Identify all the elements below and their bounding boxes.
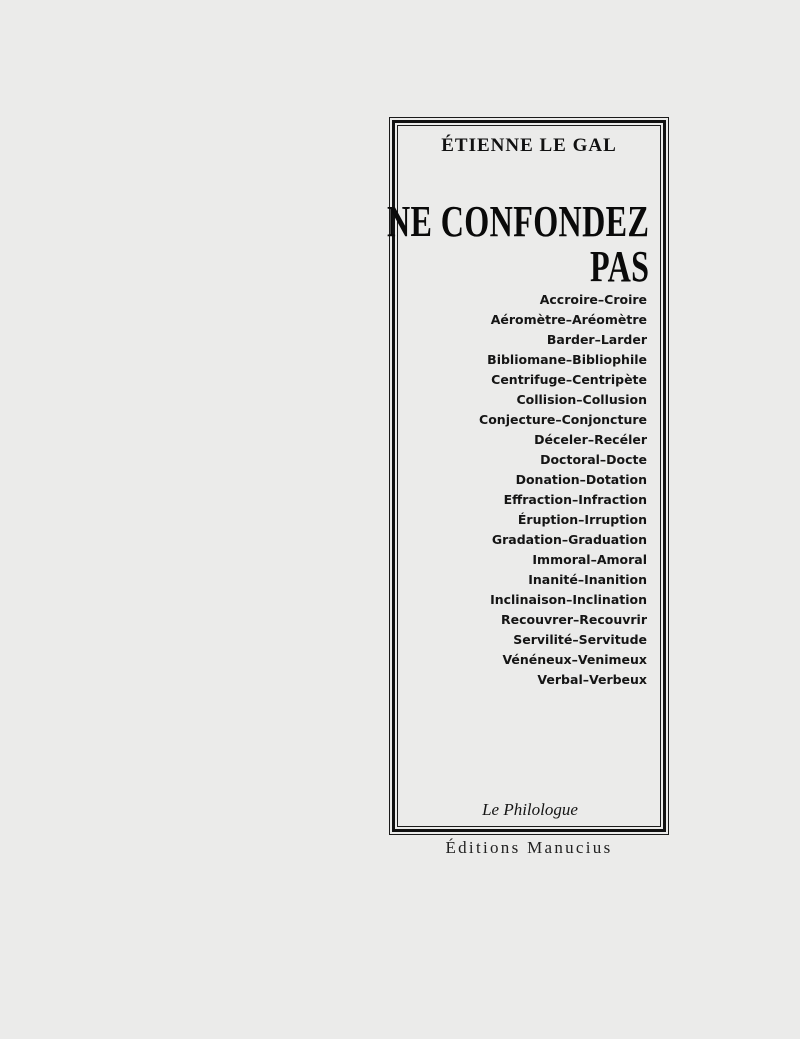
author-name: ÉTIENNE LE GAL bbox=[441, 135, 617, 156]
word-pair: Recouvrer–Recouvrir bbox=[501, 612, 647, 627]
word-pair: Doctoral–Docte bbox=[540, 452, 647, 467]
word-pair: Gradation–Graduation bbox=[491, 532, 647, 547]
word-pair-list bbox=[479, 290, 647, 690]
collection-name: Le Philologue bbox=[482, 800, 578, 819]
book-title-line-1: NE CONFONDEZ bbox=[386, 197, 649, 246]
word-pair: Accroire–Croire bbox=[539, 292, 647, 307]
word-pair: Inclinaison–Inclination bbox=[490, 592, 647, 607]
word-pair: Déceler–Recéler bbox=[534, 432, 647, 447]
word-pair: Servilité–Servitude bbox=[513, 632, 647, 647]
word-pair: Collision–Collusion bbox=[516, 392, 647, 407]
word-pair: Donation–Dotation bbox=[515, 472, 647, 487]
word-pair: Barder–Larder bbox=[546, 332, 647, 347]
word-pair: Bibliomane–Bibliophile bbox=[487, 352, 647, 367]
word-pair: Effraction–Infraction bbox=[503, 492, 647, 507]
word-pair: Inanité–Inanition bbox=[528, 572, 647, 587]
word-pair: Éruption–Irruption bbox=[517, 512, 647, 527]
book-title-line-2: PAS bbox=[589, 242, 649, 291]
word-pair: Vénéneux–Venimeux bbox=[502, 652, 647, 667]
word-pair: Centrifuge–Centripète bbox=[491, 372, 647, 387]
book-cover bbox=[386, 117, 669, 835]
word-pair: Immoral–Amoral bbox=[532, 552, 647, 567]
word-pair: Aéromètre–Aréomètre bbox=[490, 312, 647, 327]
word-pair: Conjecture–Conjoncture bbox=[479, 412, 647, 427]
word-pair: Verbal–Verbeux bbox=[537, 672, 647, 687]
publisher-name: Éditions Manucius bbox=[445, 838, 613, 857]
